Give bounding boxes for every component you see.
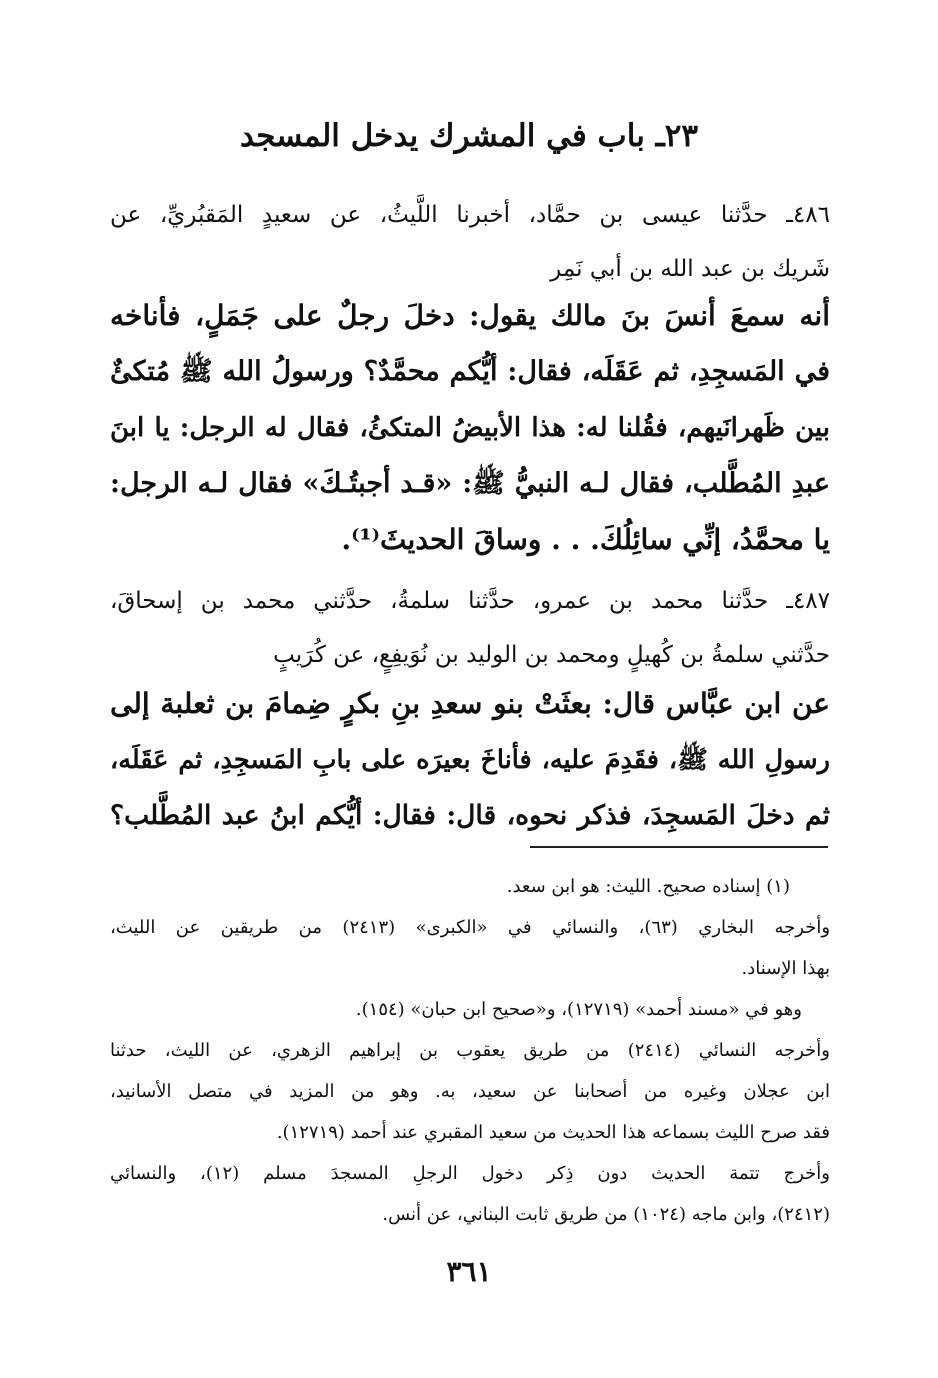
footnote-line: وأخرجه البخاري (٦٣)، والنسائي في «الكبرى» (٢٤١٣) من طريقين عن الليث، <box>110 917 831 938</box>
text-line: رسولِ الله ﷺ، فقَدِمَ عليه، فأناخَ بعيرَه على بابِ المَسجِدِ، ثم عَقَلَه، <box>110 745 830 775</box>
chain-line: حدَّثني سلمةُ بن كُهيلٍ ومحمد بن الوليد بن نُوَيفِعٍ، عن كُرَيبٍ <box>273 642 830 668</box>
hadith-486-chain <box>110 188 830 296</box>
hadith-487-chain <box>110 574 830 682</box>
text-line: عبدِ المُطَّلب، فقال لـه النبيُّ ﷺ: «قـد أجبتُـكَ» فقال لـه الرجل: <box>110 468 830 499</box>
text-line: عن ابن عبَّاس قال: بعثَتْ بنو سعدِ بنِ بكرٍ ضِمامَ بن ثعلبة إلى <box>110 687 830 720</box>
footnote-paragraph <box>110 1153 830 1235</box>
footnote-line: بهذا الإسناد. <box>741 958 830 979</box>
footnote-paragraph <box>110 866 830 907</box>
footnote-paragraph <box>110 1030 830 1153</box>
chapter-title: ٢٣ـ باب في المشرك يدخل المسجد <box>239 118 699 154</box>
footnote-line: (٢٤١٢)، وابن ماجه (١٠٢٤) من طريق ثابت البناني، عن أنس. <box>382 1204 830 1225</box>
chain-line: ٤٨٧ـ حدَّثنا محمد بن عمرو، حدَّثنا سلمةُ، حدَّثني محمد بن إسحاقَ، <box>110 588 830 614</box>
text-line: يا محمَّدُ، إنِّي سائِلُكَ. . . وساقَ الحديثَ⁽¹⁾. <box>341 523 830 556</box>
text-line: في المَسجِدِ، ثم عَقَلَه، فقال: أيُّكم محمَّدٌ؟ ورسولُ الله ﷺ مُتكئٌ <box>110 356 830 387</box>
footnote-line: وأخرجه النسائي (٢٤١٤) من طريق يعقوب بن إبراهيم الزهري، عن الليث، حدثنا <box>110 1040 830 1061</box>
footnote-line: فقد صرح الليث بسماعه هذا الحديث من سعيد المقبري عند أحمد (١٢٧١٩). <box>276 1122 830 1143</box>
page-number: ٣٦١ <box>446 1255 492 1288</box>
text-line: أنه سمعَ أنسَ بنَ مالك يقول: دخلَ رجلٌ على جَمَلٍ، فأناخه <box>110 299 830 332</box>
chain-line: ٤٨٦ـ حدَّثنا عيسى بن حمَّاد، أخبرنا اللَّيثُ، عن سعيدٍ المَقبُريِّ، عن <box>110 202 830 228</box>
footnote-line: وهو في «مسند أحمد» (١٢٧١٩)، و«صحيح ابن حبان» (١٥٤). <box>355 999 802 1020</box>
footnote-paragraph <box>110 989 830 1030</box>
footnote-divider <box>530 846 828 848</box>
text-line: ثم دخلَ المَسجِدَ، فذكر نحوه، قال: فقال: أيُّكم ابنُ عبد المُطَّلب؟ <box>110 800 830 831</box>
footnote-line: ابن عجلان وغيره من أصحابنا عن سعيد، به. وهو من المزيد في متصل الأسانيد، <box>110 1081 831 1102</box>
hadith-487-text <box>110 676 830 844</box>
text-line: بين ظَهرانَيهم، فقُلنا له: هذا الأبيضُ المتكئُ، فقال له الرجل: يا ابنَ <box>110 413 830 443</box>
footnote-paragraph <box>110 907 830 989</box>
footnote-line: وأخرج تتمة الحديث دون ذِكر دخول الرجلِ المسجدَ مسلم (١٢)، والنسائي <box>110 1163 830 1184</box>
footnotes <box>110 866 830 1235</box>
chain-line: شَريك بن عبد الله بن أبي نَمِر <box>550 256 830 282</box>
hadith-486-text <box>110 288 830 568</box>
footnote-line: (١) إسناده صحيح. الليث: هو ابن سعد. <box>506 876 790 897</box>
